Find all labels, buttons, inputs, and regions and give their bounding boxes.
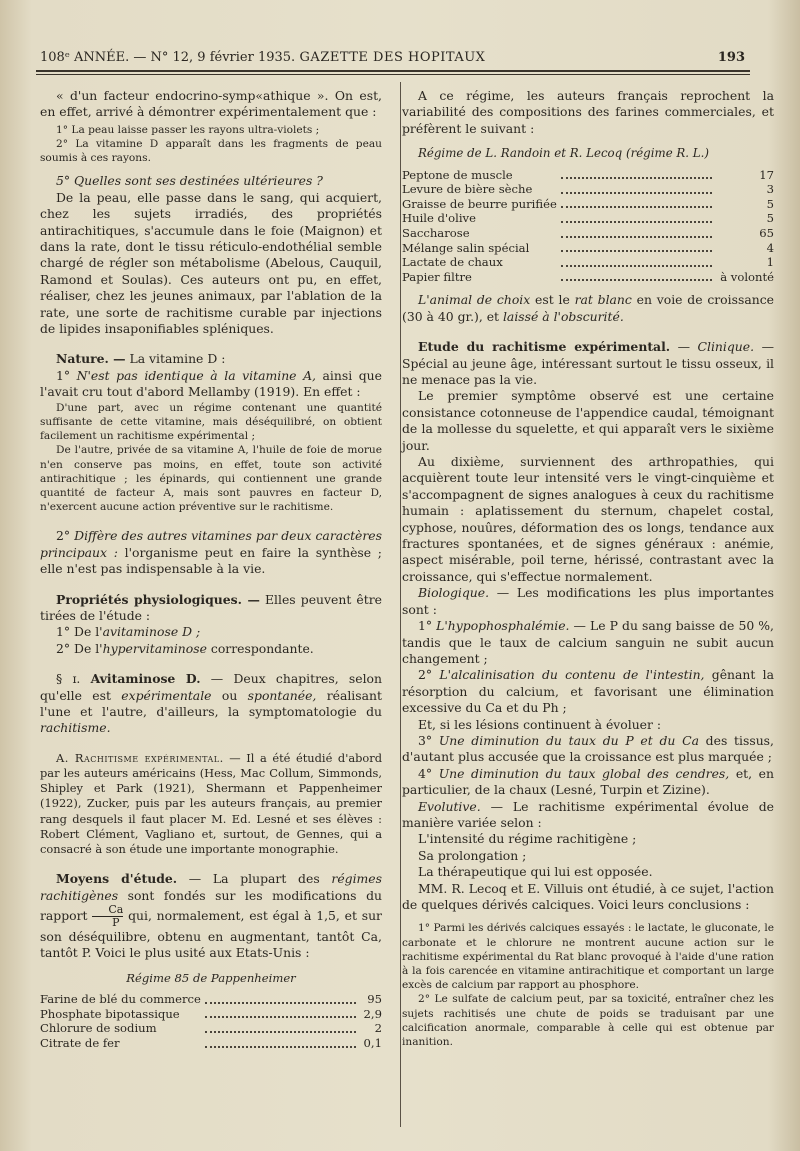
leader-dots	[557, 226, 716, 241]
section-title: Etude du rachitisme expérimental.	[418, 339, 671, 355]
header-rule-thin	[36, 74, 750, 75]
ingredient-name: Phosphate bipotassique	[40, 1006, 180, 1021]
paragraph: De la peau, elle passe dans le sang, qui acquiert, chez les sujets irradiés, des propriétés antirachitiques, s'accumule dans le foie (Maignon) et dans la rate, dont le tissu réticulo-endothélial semble chargé de régler son métabolisme (Abelous, Cauquil, Ramond et Soulas). Ces auteurs ont pu, en effet, réaliser, chez les jeunes animaux, par l'ablation de la rate, une sorte de rachitisme curable par injections de lipides insaponifiables spléniques.	[40, 189, 382, 337]
ingredient-name: Huile d'olive	[402, 211, 476, 226]
ingredient-name: Farine de blé du commerce	[40, 992, 201, 1007]
paragraph: Le premier symptôme observé est une certaine consistance cotonneuse de l'appendice caudal, témoignant de la mollesse du squelette, et qui apparaît vers le sixième jour.	[402, 388, 774, 453]
ingredient-value: 0,1	[363, 1036, 382, 1051]
table-title: Régime 85 de Pappenheimer	[126, 970, 296, 985]
leader-dots	[201, 1021, 360, 1036]
paragraph: Et, si les lésions continuent à évoluer :	[418, 716, 662, 732]
ingredient-value: à volonté	[720, 269, 774, 284]
ingredient-name: Chlorure de sodium	[40, 1021, 157, 1036]
regime85-table	[40, 992, 382, 1050]
paragraph: « d'un facteur endocrino-symp«athique ». On est, en effet, arrivé à démontrer expérimentalement que :	[40, 88, 382, 120]
journal-title: GAZETTE DES HOPITAUX	[299, 50, 486, 65]
leader-dots	[557, 197, 716, 212]
ingredient-value: 2,9	[363, 1006, 382, 1021]
ingredient-value: 95	[367, 992, 382, 1007]
regime-rl-table	[402, 168, 774, 285]
leader-dots	[557, 182, 716, 197]
leader-dots	[557, 211, 716, 226]
header-rule	[36, 70, 750, 72]
table-row	[402, 211, 774, 226]
table-row	[402, 241, 774, 256]
section-question: 5° Quelles sont ses destinées ultérieures ?	[56, 173, 323, 189]
conclusion: 1° Parmi les dérivés calciques essayés : le lactate, le gluconate, le carbonate et le chlorure ne montrent aucune action sur le rachitisme expérimental du Rat blanc provoqué à l'aide d'une ration à la fois carencée en vitamine antirachitique et comportant un large excès de calcium par rapport au phosphore.	[402, 922, 774, 992]
list-item: La thérapeutique qui lui est opposée.	[418, 864, 653, 880]
table-row	[402, 197, 774, 212]
left-column	[40, 88, 382, 1051]
list-item: 1° De l'avitaminose D ;	[56, 624, 201, 640]
issue-info: 108ᵉ ANNÉE. — N° 12, 9 février 1935.	[40, 50, 296, 65]
table-row	[402, 182, 774, 197]
ingredient-name: Saccharose	[402, 226, 470, 240]
section-title: Propriétés physiologiques. —	[56, 591, 260, 607]
ingredient-value: 65	[759, 226, 774, 240]
table-row	[40, 1007, 382, 1022]
ingredient-value: 4	[766, 240, 774, 255]
list-item: 1° La peau laisse passer les rayons ultra-violets ;	[56, 123, 320, 136]
list-item: 2° De l'hypervitaminose correspondante.	[56, 640, 314, 656]
ingredient-name: Peptone de muscle	[402, 167, 513, 182]
leader-dots	[557, 168, 716, 183]
paragraph: Au dixième, surviennent des arthropathies, qui acquièrent toute leur intensité vers le vingt-cinquième et s'accompagnent de signes analogues à ceux du rachitisme humain : aplatissement du sternum, chapelet costal, cyphose, nouûres, déformation des os longs, tendance aux fractures spontanées, et de signes généraux : anémie, aspect misérable, poil terne, hérissé, contrastant avec la croissance, qui s'effectue normalement.	[402, 454, 774, 584]
section-avitaminose: § ɪ. Avitaminose D. — Deux chapitres, selon qu'elle est expérimentale ou spontanée, réalisant l'une et l'autre, d'ailleurs, la symptomatologie du rachitisme.	[40, 671, 382, 736]
table-row	[402, 168, 774, 183]
section-etude: Etude du rachitisme expérimental. — Clinique. — Spécial au jeune âge, intéressant surtout le tissu osseux, il ne menace pas la vie.	[402, 339, 774, 387]
conclusion: 2° Le sulfate de calcium peut, par sa toxicité, entraîner chez les sujets rachitisés une chute de poids se traduisant par une calcification anormale, comparable à celle qui est obtenue par inanition.	[402, 993, 774, 1049]
paragraph: A. Rachitisme expérimental. — Il a été étudié d'abord par les auteurs américains (Hess, Mac Collum, Simmonds, Shipley et Park (1921), Shermann et Pappenheimer (1922), Zucker, puis par les auteurs français, au premier rang desquels il faut placer M. Ed. Lesné et ses élèves : Robert Clément, Vagliano et, surtout, de Gennes, qui a consacré à son étude une importante monographie.	[40, 750, 382, 857]
leader-dots	[557, 255, 716, 270]
paragraph: Evolutive. — Le rachitisme expérimental évolue de manière variée selon :	[402, 798, 774, 830]
paragraph: Biologique. — Les modifications les plus importantes sont :	[402, 585, 774, 617]
right-column	[402, 88, 774, 1049]
ratio-fraction: $\frac{Ca}{P}$	[92, 904, 123, 929]
table-row	[402, 255, 774, 270]
section-title: Nature. —	[56, 351, 126, 367]
ingredient-value: 5	[766, 211, 774, 226]
ingredient-name: Mélange salin spécial	[402, 240, 530, 255]
ingredient-name: Lactate de chaux	[402, 255, 503, 270]
table-title: Régime de L. Randoin et R. Lecoq (régime R. L.)	[418, 146, 709, 161]
ingredient-value: 2	[374, 1021, 382, 1036]
ingredient-name: Levure de bière sèche	[402, 182, 533, 197]
column-separator	[400, 82, 401, 1127]
page-header	[40, 48, 745, 70]
paragraph: 1° N'est pas identique à la vitamine A, ainsi que l'avait cru tout d'abord Mellamby (1919). En effet :	[40, 367, 382, 400]
page-number: 193	[717, 50, 745, 65]
paragraph: De l'autre, privée de sa vitamine A, l'huile de foie de morue n'en conserve pas moins, en effet, toute son activité antirachitique ; les épinards, qui contiennent une grande quantité de facteur A, mais sont pauvres en facteur D, n'exercent aucune action préventive sur le rachitisme.	[40, 444, 382, 514]
ingredient-name: Papier filtre	[402, 269, 472, 284]
section-nature: Nature. — La vitamine D :	[56, 351, 226, 367]
list-item: L'intensité du régime rachitigène ;	[418, 831, 637, 847]
list-item: 2° La vitamine D apparaît dans les fragments de peau soumis à ces rayons.	[40, 138, 382, 165]
leader-dots	[201, 1007, 360, 1022]
leader-dots	[201, 992, 360, 1007]
list-item: 3° Une diminution du taux du P et du Ca des tissus, d'autant plus accusée que la croissance est plus marquée ;	[402, 732, 774, 765]
section-properties: Propriétés physiologiques. — Elles peuvent être tirées de l'étude :	[40, 591, 383, 623]
table-row	[402, 226, 774, 241]
ingredient-value: 1	[766, 255, 774, 270]
paragraph: A ce régime, les auteurs français reprochent la variabilité des compositions des farines commerciales, et préfèrent le suivant :	[402, 88, 774, 136]
paragraph: L'animal de choix est le rat blanc en voie de croissance (30 à 40 gr.), et laissé à l'obscurité.	[402, 292, 774, 324]
list-item: 2° L'alcalinisation du contenu de l'intestin, gênant la résorption du calcium, et favorisant une élimination excessive du Ca et du Ph ;	[402, 667, 774, 716]
leader-dots	[557, 270, 716, 285]
list-item: 1° L'hypophosphalémie. — Le P du sang baisse de 50 %, tandis que le taux de calcium sanguin ne subit aucun changement ;	[402, 618, 774, 666]
paragraph: D'une part, avec un régime contenant une quantité suffisante de cette vitamine, mais déséquilibré, on obtient facilement un rachitisme expérimental ;	[40, 401, 382, 443]
section-moyens: Moyens d'étude. — La plupart des régimes rachitigènes sont fondés sur les modifications du rapport $\frac{Ca}{P}$ qui, normalement, est égal à 1,5, et sur son déséquilibre, obtenu en augmentant, tantôt Ca, tantôt P. Voici le plus usité aux Etats-Unis :	[40, 871, 382, 961]
table-row	[40, 1036, 382, 1051]
leader-dots	[557, 241, 716, 256]
section-title: Moyens d'étude.	[56, 871, 178, 887]
ingredient-name: Graisse de beurre purifiée	[402, 196, 557, 211]
list-item: Sa prolongation ;	[418, 847, 527, 863]
table-row	[40, 1021, 382, 1036]
paragraph: 2° Diffère des autres vitamines par deux caractères principaux : l'organisme peut en faire la synthèse ; elle n'est pas indispensable à la vie.	[40, 528, 382, 577]
ingredient-value: 3	[766, 182, 774, 197]
list-item: 4° Une diminution du taux global des cendres, et, en particulier, de la chaux (Lesné, Turpin et Zizine).	[402, 765, 774, 798]
table-row	[402, 270, 774, 285]
leader-dots	[201, 1036, 360, 1051]
table-row	[40, 992, 382, 1007]
ingredient-value: 17	[759, 167, 774, 182]
ingredient-name: Citrate de fer	[40, 1036, 120, 1051]
ingredient-value: 5	[766, 196, 774, 211]
paragraph: MM. R. Lecoq et E. Villuis ont étudié, à ce sujet, l'action de quelques dérivés calciques. Voici leurs conclusions :	[402, 880, 774, 912]
